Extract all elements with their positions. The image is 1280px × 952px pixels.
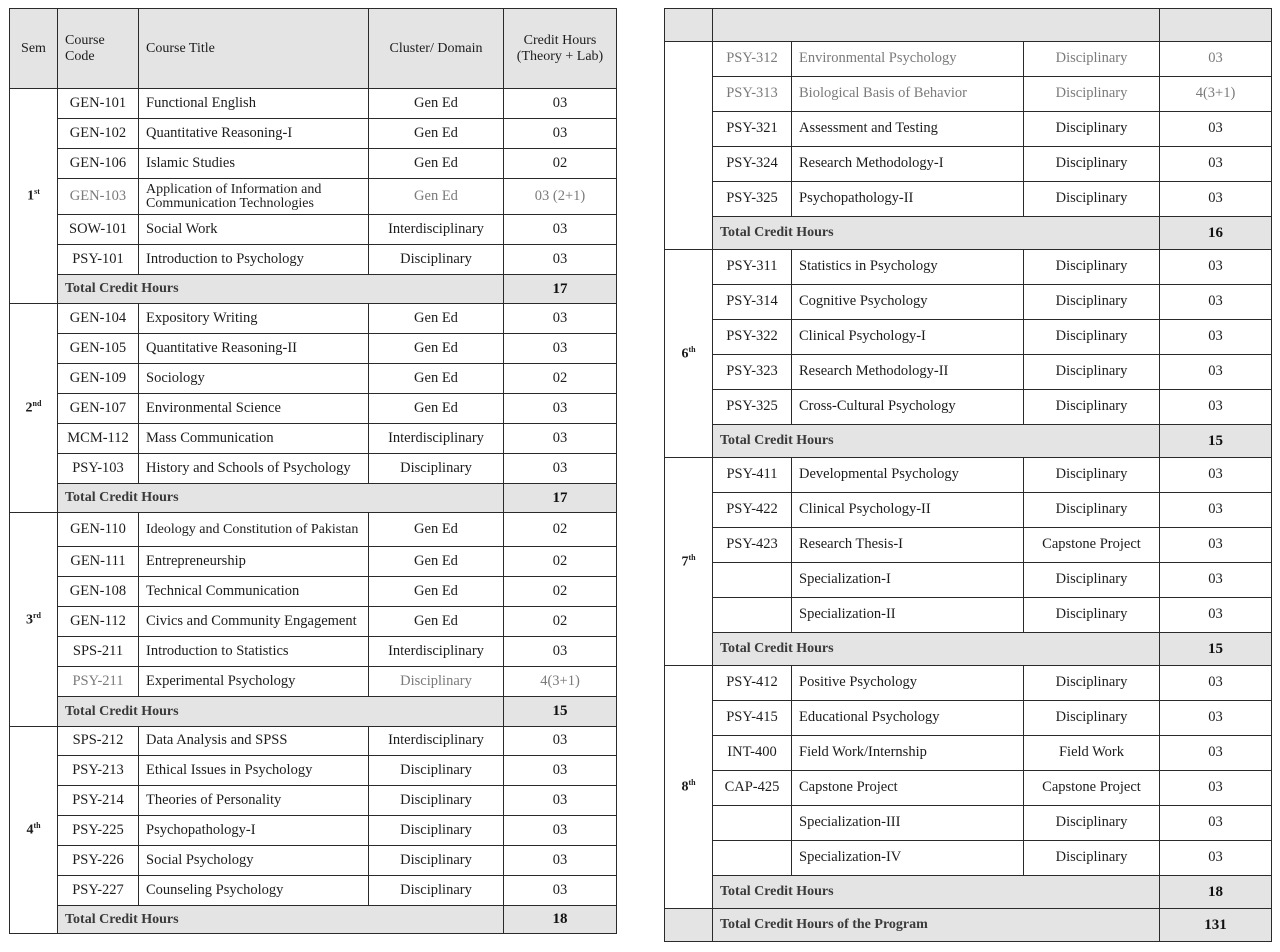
semester-label xyxy=(10,513,58,727)
table-row xyxy=(665,42,1272,77)
header-course-title: Course Title xyxy=(139,9,369,89)
total-row xyxy=(665,876,1272,909)
table-row xyxy=(10,215,617,245)
course-cluster: Disciplinary xyxy=(369,454,504,484)
course-code: GEN-105 xyxy=(58,334,139,364)
course-code: GEN-112 xyxy=(58,607,139,637)
course-code: PSY-313 xyxy=(713,77,792,112)
course-code: PSY-103 xyxy=(58,454,139,484)
course-credits: 03 xyxy=(504,816,617,846)
course-cluster: Gen Ed xyxy=(369,577,504,607)
course-credits: 03 xyxy=(504,786,617,816)
total-value: 18 xyxy=(1160,876,1272,909)
course-credits: 03 xyxy=(1160,841,1272,876)
total-label: Total Credit Hours xyxy=(58,906,504,934)
course-code: GEN-103 xyxy=(58,179,139,215)
table-row xyxy=(665,771,1272,806)
course-cluster: Disciplinary xyxy=(1024,458,1160,493)
course-code: PSY-325 xyxy=(713,390,792,425)
course-title: Psychopathology-II xyxy=(792,182,1024,217)
course-credits: 03 xyxy=(1160,806,1272,841)
course-credits: 03 xyxy=(1160,771,1272,806)
course-credits: 03 xyxy=(1160,390,1272,425)
course-cluster: Field Work xyxy=(1024,736,1160,771)
course-credits: 03 xyxy=(504,245,617,275)
course-cluster: Disciplinary xyxy=(1024,355,1160,390)
semester-suffix: th xyxy=(688,552,696,562)
header-credit-hours xyxy=(504,9,617,89)
course-credits: 03 xyxy=(1160,355,1272,390)
course-code: GEN-104 xyxy=(58,304,139,334)
table-row xyxy=(665,250,1272,285)
table-row xyxy=(10,304,617,334)
course-cluster: Gen Ed xyxy=(369,119,504,149)
course-code: PSY-314 xyxy=(713,285,792,320)
semester-number: 3 xyxy=(26,612,33,628)
course-title: Mass Communication xyxy=(139,424,369,454)
course-title: Psychopathology-I xyxy=(139,816,369,846)
course-cluster: Disciplinary xyxy=(1024,285,1160,320)
course-title: Quantitative Reasoning-I xyxy=(139,119,369,149)
course-code: GEN-107 xyxy=(58,394,139,424)
course-code: PSY-415 xyxy=(713,701,792,736)
table-row xyxy=(10,727,617,756)
course-code: PSY-411 xyxy=(713,458,792,493)
table-row xyxy=(665,285,1272,320)
table-row xyxy=(665,563,1272,598)
course-credits: 03 xyxy=(1160,736,1272,771)
course-title: Experimental Psychology xyxy=(139,667,369,697)
total-label: Total Credit Hours xyxy=(713,217,1160,250)
course-cluster: Gen Ed xyxy=(369,149,504,179)
program-total-label: Total Credit Hours of the Program xyxy=(713,909,1160,942)
course-cluster: Gen Ed xyxy=(369,513,504,547)
course-credits: 03 xyxy=(504,846,617,876)
course-cluster: Disciplinary xyxy=(369,245,504,275)
course-credits: 03 xyxy=(504,119,617,149)
course-code: PSY-311 xyxy=(713,250,792,285)
course-code: SPS-212 xyxy=(58,727,139,756)
course-code: PSY-226 xyxy=(58,846,139,876)
course-code: PSY-325 xyxy=(713,182,792,217)
course-cluster: Disciplinary xyxy=(1024,147,1160,182)
course-credits: 03 xyxy=(1160,285,1272,320)
course-cluster: Disciplinary xyxy=(1024,320,1160,355)
course-cluster: Disciplinary xyxy=(369,876,504,906)
semester-number: 8 xyxy=(681,779,689,795)
course-cluster: Disciplinary xyxy=(1024,390,1160,425)
semester-number: 7 xyxy=(681,554,689,570)
semester-suffix: st xyxy=(34,187,40,197)
semester-label xyxy=(665,458,713,666)
total-label: Total Credit Hours xyxy=(713,876,1160,909)
table-row xyxy=(665,528,1272,563)
course-title: Specialization-IV xyxy=(792,841,1024,876)
total-label: Total Credit Hours xyxy=(713,633,1160,666)
course-code: PSY-321 xyxy=(713,112,792,147)
table-row xyxy=(665,736,1272,771)
right-course-table xyxy=(664,8,1272,942)
course-cluster: Disciplinary xyxy=(1024,182,1160,217)
course-credits: 03 xyxy=(1160,112,1272,147)
course-cluster: Disciplinary xyxy=(1024,250,1160,285)
semester-number: 6 xyxy=(681,346,689,362)
semester-suffix: nd xyxy=(32,399,42,409)
course-title: Biological Basis of Behavior xyxy=(792,77,1024,112)
header-row xyxy=(10,9,617,89)
course-title: Application of Information and Communication Technologies xyxy=(139,179,369,215)
table-row xyxy=(10,119,617,149)
course-cluster: Disciplinary xyxy=(1024,77,1160,112)
course-cluster: Interdisciplinary xyxy=(369,637,504,667)
course-credits: 02 xyxy=(504,607,617,637)
table-row xyxy=(10,547,617,577)
course-title: Introduction to Statistics xyxy=(139,637,369,667)
course-code: PSY-324 xyxy=(713,147,792,182)
course-code: GEN-108 xyxy=(58,577,139,607)
total-value: 18 xyxy=(504,906,617,934)
course-code: CAP-425 xyxy=(713,771,792,806)
course-title: Field Work/Internship xyxy=(792,736,1024,771)
course-cluster: Disciplinary xyxy=(1024,493,1160,528)
table-row xyxy=(10,816,617,846)
program-total-spacer xyxy=(665,909,713,942)
semester-label xyxy=(665,250,713,458)
course-code: PSY-225 xyxy=(58,816,139,846)
course-code: GEN-109 xyxy=(58,364,139,394)
course-credits: 02 xyxy=(504,577,617,607)
course-code: GEN-110 xyxy=(58,513,139,547)
course-code xyxy=(713,806,792,841)
course-title: Data Analysis and SPSS xyxy=(139,727,369,756)
semester-number: 4 xyxy=(26,822,34,838)
total-value: 15 xyxy=(1160,633,1272,666)
course-code: PSY-422 xyxy=(713,493,792,528)
course-code: INT-400 xyxy=(713,736,792,771)
course-cluster: Disciplinary xyxy=(1024,563,1160,598)
course-cluster: Disciplinary xyxy=(369,667,504,697)
semester-label xyxy=(10,727,58,934)
table-row xyxy=(665,458,1272,493)
table-row xyxy=(665,77,1272,112)
total-row xyxy=(10,484,617,513)
course-title: Technical Communication xyxy=(139,577,369,607)
course-title: Ethical Issues in Psychology xyxy=(139,756,369,786)
total-value: 15 xyxy=(504,697,617,727)
course-credits: 03 xyxy=(504,424,617,454)
course-credits: 03 xyxy=(1160,147,1272,182)
table-row xyxy=(665,806,1272,841)
course-credits: 03 xyxy=(504,89,617,119)
table-row xyxy=(665,701,1272,736)
course-credits: 03 xyxy=(1160,42,1272,77)
total-row xyxy=(665,633,1272,666)
course-credits: 02 xyxy=(504,364,617,394)
course-title: Positive Psychology xyxy=(792,666,1024,701)
table-row xyxy=(665,112,1272,147)
semester-number: 1 xyxy=(27,188,35,204)
course-credits: 03 xyxy=(504,876,617,906)
semester-label xyxy=(10,304,58,513)
course-title: Clinical Psychology-I xyxy=(792,320,1024,355)
course-title: Civics and Community Engagement xyxy=(139,607,369,637)
right-header-row xyxy=(665,9,1272,42)
table-row xyxy=(10,876,617,906)
course-credits: 03 xyxy=(504,756,617,786)
course-credits: 03 xyxy=(1160,493,1272,528)
course-credits: 03 xyxy=(504,304,617,334)
table-row xyxy=(10,667,617,697)
course-title: Developmental Psychology xyxy=(792,458,1024,493)
header-code-line1: Course xyxy=(65,33,105,49)
header-cluster: Cluster/ Domain xyxy=(369,9,504,89)
table-row xyxy=(10,394,617,424)
course-code xyxy=(713,563,792,598)
semester-suffix: th xyxy=(688,778,696,788)
course-code: PSY-322 xyxy=(713,320,792,355)
table-row xyxy=(665,355,1272,390)
course-credits: 03 xyxy=(1160,528,1272,563)
course-cluster: Gen Ed xyxy=(369,364,504,394)
table-row xyxy=(665,493,1272,528)
table-row xyxy=(10,334,617,364)
course-cluster: Gen Ed xyxy=(369,547,504,577)
course-cluster: Disciplinary xyxy=(369,846,504,876)
course-title: Capstone Project xyxy=(792,771,1024,806)
total-label: Total Credit Hours xyxy=(58,697,504,727)
course-cluster: Interdisciplinary xyxy=(369,215,504,245)
course-code: PSY-227 xyxy=(58,876,139,906)
course-credits: 03 (2+1) xyxy=(504,179,617,215)
course-cluster: Disciplinary xyxy=(1024,598,1160,633)
course-credits: 03 xyxy=(504,454,617,484)
course-code: PSY-101 xyxy=(58,245,139,275)
total-row xyxy=(10,275,617,304)
semester-number: 2 xyxy=(25,400,33,416)
course-cluster: Disciplinary xyxy=(1024,806,1160,841)
course-title: Educational Psychology xyxy=(792,701,1024,736)
course-title: Sociology xyxy=(139,364,369,394)
header-credit-line1: Credit Hours xyxy=(523,33,597,49)
right-header-title xyxy=(713,9,1160,42)
semester-label xyxy=(10,89,58,304)
course-credits: 03 xyxy=(1160,458,1272,493)
table-row xyxy=(10,846,617,876)
semester-label xyxy=(665,42,713,250)
course-credits: 03 xyxy=(504,637,617,667)
total-value: 15 xyxy=(1160,425,1272,458)
course-cluster: Interdisciplinary xyxy=(369,727,504,756)
table-row xyxy=(10,364,617,394)
course-title: Research Methodology-II xyxy=(792,355,1024,390)
course-cluster: Disciplinary xyxy=(1024,666,1160,701)
course-code: PSY-312 xyxy=(713,42,792,77)
course-credits: 4(3+1) xyxy=(504,667,617,697)
course-cluster: Disciplinary xyxy=(369,816,504,846)
table-row xyxy=(665,320,1272,355)
table-row xyxy=(10,424,617,454)
course-code: GEN-102 xyxy=(58,119,139,149)
table-row xyxy=(665,841,1272,876)
course-title: Research Methodology-I xyxy=(792,147,1024,182)
course-code: PSY-323 xyxy=(713,355,792,390)
course-code: PSY-423 xyxy=(713,528,792,563)
total-value: 17 xyxy=(504,275,617,304)
course-title: Functional English xyxy=(139,89,369,119)
course-code: PSY-213 xyxy=(58,756,139,786)
table-row xyxy=(10,513,617,547)
course-title: Social Work xyxy=(139,215,369,245)
left-course-table xyxy=(9,8,617,934)
right-header-sem xyxy=(665,9,713,42)
course-code: MCM-112 xyxy=(58,424,139,454)
program-total-value: 131 xyxy=(1160,909,1272,942)
course-title: Theories of Personality xyxy=(139,786,369,816)
total-label: Total Credit Hours xyxy=(713,425,1160,458)
course-code: SOW-101 xyxy=(58,215,139,245)
course-credits: 03 xyxy=(504,394,617,424)
course-credits: 03 xyxy=(1160,598,1272,633)
course-cluster: Gen Ed xyxy=(369,607,504,637)
course-code: PSY-412 xyxy=(713,666,792,701)
course-cluster: Disciplinary xyxy=(1024,841,1160,876)
course-title: Expository Writing xyxy=(139,304,369,334)
total-label: Total Credit Hours xyxy=(58,275,504,304)
header-course-code xyxy=(58,9,139,89)
table-row xyxy=(10,786,617,816)
course-cluster: Capstone Project xyxy=(1024,771,1160,806)
course-code: GEN-101 xyxy=(58,89,139,119)
course-credits: 03 xyxy=(1160,320,1272,355)
course-code: GEN-111 xyxy=(58,547,139,577)
course-title: Specialization-III xyxy=(792,806,1024,841)
right-table-body xyxy=(665,9,1272,942)
course-title: Assessment and Testing xyxy=(792,112,1024,147)
table-row xyxy=(10,756,617,786)
total-row xyxy=(665,217,1272,250)
course-title: Entrepreneurship xyxy=(139,547,369,577)
semester-suffix: th xyxy=(688,344,696,354)
table-row xyxy=(10,245,617,275)
course-cluster: Gen Ed xyxy=(369,334,504,364)
table-row xyxy=(10,179,617,215)
course-credits: 03 xyxy=(1160,666,1272,701)
total-label: Total Credit Hours xyxy=(58,484,504,513)
course-code: GEN-106 xyxy=(58,149,139,179)
left-table-body xyxy=(10,9,617,934)
table-row xyxy=(665,598,1272,633)
semester-label xyxy=(665,666,713,909)
course-title: Specialization-II xyxy=(792,598,1024,633)
course-title: Quantitative Reasoning-II xyxy=(139,334,369,364)
course-title: Statistics in Psychology xyxy=(792,250,1024,285)
table-row xyxy=(10,607,617,637)
course-credits: 02 xyxy=(504,547,617,577)
table-row xyxy=(10,89,617,119)
course-credits: 03 xyxy=(1160,182,1272,217)
course-cluster: Gen Ed xyxy=(369,179,504,215)
course-credits: 03 xyxy=(504,334,617,364)
course-cluster: Disciplinary xyxy=(1024,701,1160,736)
course-cluster: Gen Ed xyxy=(369,394,504,424)
course-title: Specialization-I xyxy=(792,563,1024,598)
table-row xyxy=(665,182,1272,217)
course-cluster: Disciplinary xyxy=(369,786,504,816)
right-header-credit xyxy=(1160,9,1272,42)
course-title: Cognitive Psychology xyxy=(792,285,1024,320)
course-title: Research Thesis-I xyxy=(792,528,1024,563)
course-title: Environmental Psychology xyxy=(792,42,1024,77)
table-row xyxy=(10,637,617,667)
course-credits: 03 xyxy=(1160,701,1272,736)
course-code: PSY-211 xyxy=(58,667,139,697)
course-title: Counseling Psychology xyxy=(139,876,369,906)
course-credits: 02 xyxy=(504,513,617,547)
course-title: Islamic Studies xyxy=(139,149,369,179)
course-code: PSY-214 xyxy=(58,786,139,816)
course-cluster: Disciplinary xyxy=(1024,112,1160,147)
course-credits: 03 xyxy=(504,215,617,245)
course-cluster: Gen Ed xyxy=(369,89,504,119)
course-credits: 4(3+1) xyxy=(1160,77,1272,112)
course-code xyxy=(713,598,792,633)
course-code xyxy=(713,841,792,876)
course-title: Introduction to Psychology xyxy=(139,245,369,275)
course-title: Ideology and Constitution of Pakistan xyxy=(139,513,369,547)
total-row xyxy=(665,425,1272,458)
course-credits: 03 xyxy=(1160,250,1272,285)
header-credit-line2: (Theory + Lab) xyxy=(516,48,604,64)
course-title: Environmental Science xyxy=(139,394,369,424)
semester-suffix: th xyxy=(33,821,41,831)
course-title: History and Schools of Psychology xyxy=(139,454,369,484)
course-cluster: Disciplinary xyxy=(369,756,504,786)
course-cluster: Gen Ed xyxy=(369,304,504,334)
course-cluster: Capstone Project xyxy=(1024,528,1160,563)
total-value: 16 xyxy=(1160,217,1272,250)
course-credits: 02 xyxy=(504,149,617,179)
course-cluster: Interdisciplinary xyxy=(369,424,504,454)
table-row xyxy=(665,147,1272,182)
header-sem: Sem xyxy=(10,9,58,89)
course-title: Social Psychology xyxy=(139,846,369,876)
table-row xyxy=(665,666,1272,701)
course-credits: 03 xyxy=(504,727,617,756)
table-row xyxy=(665,390,1272,425)
total-row xyxy=(10,697,617,727)
course-credits: 03 xyxy=(1160,563,1272,598)
course-title: Cross-Cultural Psychology xyxy=(792,390,1024,425)
total-value: 17 xyxy=(504,484,617,513)
course-code: SPS-211 xyxy=(58,637,139,667)
table-row xyxy=(10,577,617,607)
course-title: Clinical Psychology-II xyxy=(792,493,1024,528)
table-row xyxy=(10,454,617,484)
program-total-row xyxy=(665,909,1272,942)
course-cluster: Disciplinary xyxy=(1024,42,1160,77)
semester-suffix: rd xyxy=(33,610,41,620)
total-row xyxy=(10,906,617,934)
table-row xyxy=(10,149,617,179)
header-code-line2: Code xyxy=(65,48,95,64)
